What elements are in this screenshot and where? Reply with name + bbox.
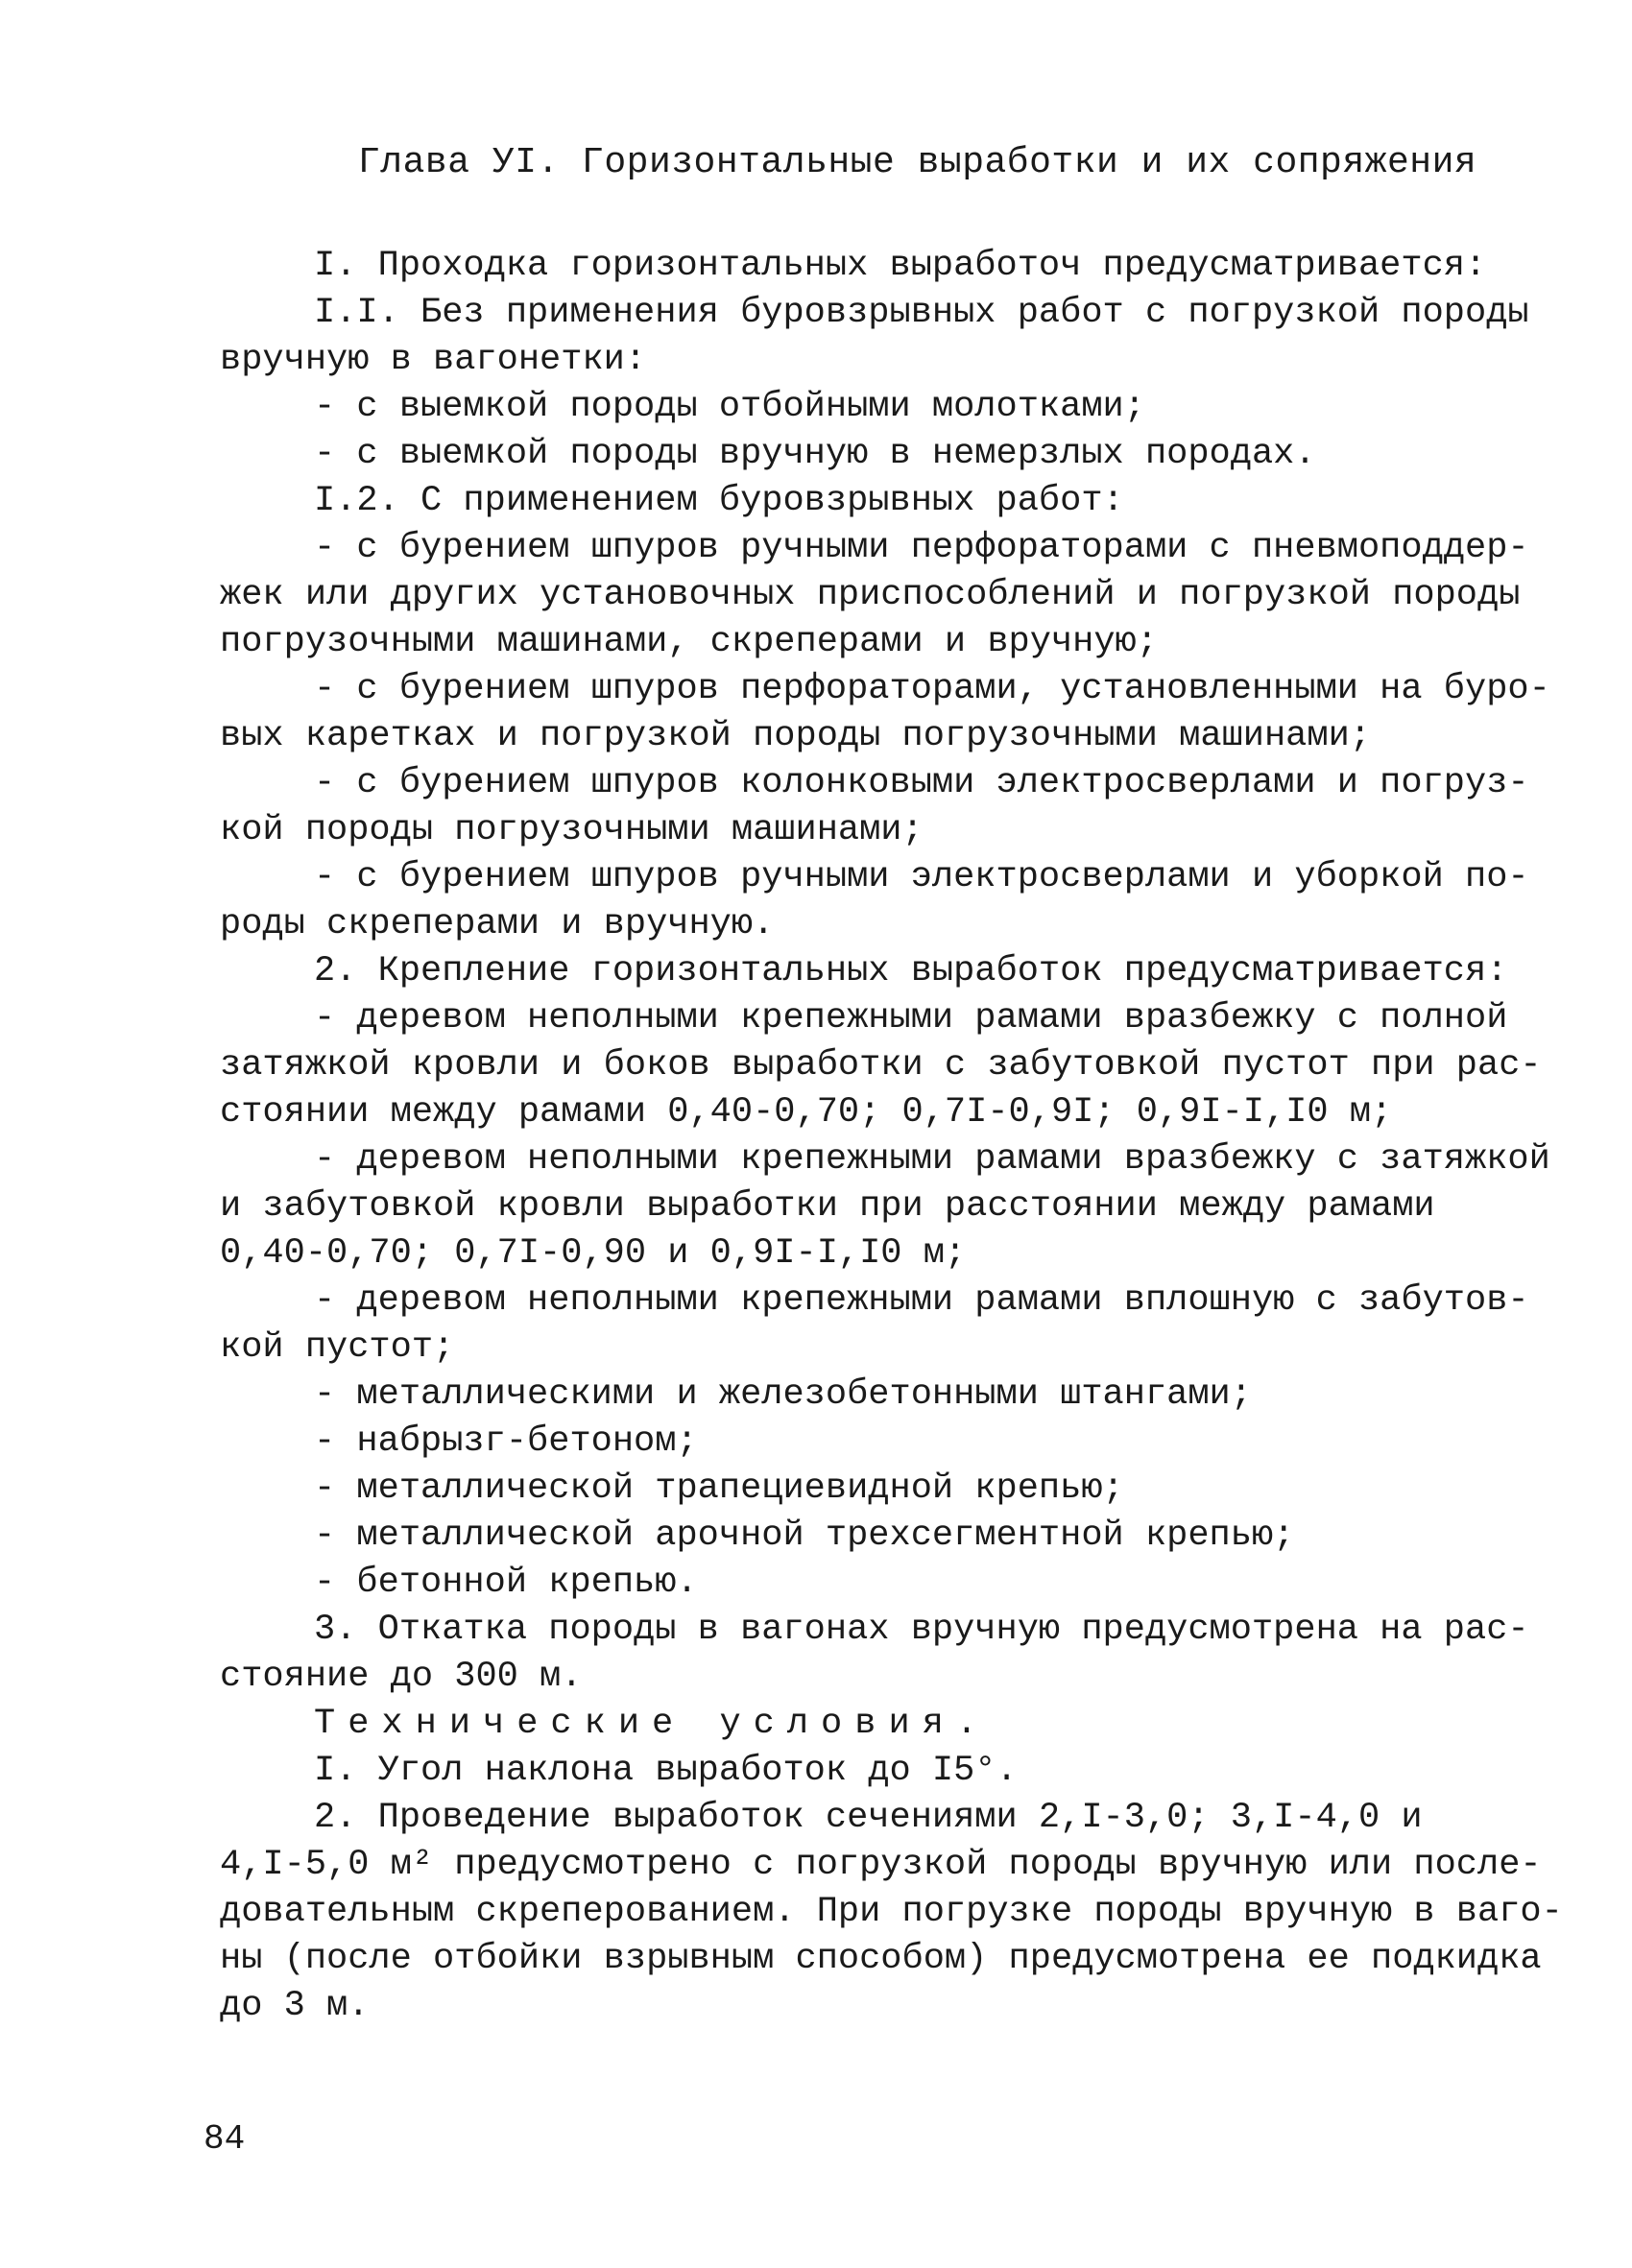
text-line: - деревом неполными крепежными рамами вразбежку с затяжкой [314, 1139, 1550, 1180]
section-heading: Технические условия. [314, 1704, 991, 1744]
text-line: - набрызг-бетоном; [314, 1421, 698, 1462]
text-line: жек или других установочных приспособлений и погрузкой породы [220, 575, 1521, 615]
text-line: довательным скреперованием. При погрузке породы вручную в ваго- [220, 1892, 1563, 1932]
text-line: погрузочными машинами, скреперами и вручную; [220, 622, 1158, 662]
text-line: - металлическими и железобетонными штангами; [314, 1374, 1252, 1415]
text-line: - металлической трапециевидной крепью; [314, 1468, 1124, 1509]
text-line: I. Угол наклона выработок до I5°. [314, 1751, 1018, 1791]
text-line: - с бурением шпуров колонковыми электросверлами и погруз- [314, 763, 1529, 803]
text-line: 2. Проведение выработок сечениями 2,I-3,0; 3,I-4,0 и [314, 1798, 1423, 1838]
text-line: 0,40-0,70; 0,7I-0,90 и 0,9I-I,I0 м; [220, 1233, 967, 1274]
text-line: кой породы погрузочными машинами; [220, 810, 924, 850]
text-line: вручную в вагонетки: [220, 340, 647, 380]
text-line: и забутовкой кровли выработки при расстоянии между рамами [220, 1186, 1435, 1227]
text-line: - деревом неполными крепежными рамами вплошную с забутов- [314, 1280, 1529, 1321]
text-line: - деревом неполными крепежными рамами вразбежку с полной [314, 998, 1508, 1039]
text-line: затяжкой кровли и боков выработки с забутовкой пустот при рас- [220, 1045, 1542, 1086]
chapter-title: Глава УI. Горизонтальные выработки и их сопряжения [358, 142, 1477, 183]
text-line: 3. Откатка породы в вагонах вручную предусмотрена на рас- [314, 1610, 1529, 1650]
text-line: стояние до 300 м. [220, 1657, 583, 1697]
text-line: ны (после отбойки взрывным способом) предусмотрена ее подкидка [220, 1939, 1542, 1979]
page-number: 84 [204, 2119, 246, 2159]
text-line: стоянии между рамами 0,40-0,70; 0,7I-0,9I; 0,9I-I,I0 м; [220, 1092, 1393, 1133]
text-line: кой пустот; [220, 1327, 455, 1368]
text-line: - с бурением шпуров ручными перфораторами с пневмоподдер- [314, 528, 1529, 568]
text-line: роды скреперами и вручную. [220, 904, 775, 944]
text-line: - металлической арочной трехсегментной крепью; [314, 1516, 1295, 1556]
text-line: 4,I-5,0 м² предусмотрено с погрузкой породы вручную или после- [220, 1845, 1542, 1885]
text-line: - с бурением шпуров ручными электросверлами и уборкой по- [314, 857, 1529, 897]
text-line: - с выемкой породы вручную в немерзлых породах. [314, 434, 1316, 474]
body-text [220, 243, 1563, 2030]
text-line: I.I. Без применения буровзрывных работ с погрузкой породы [314, 293, 1529, 333]
text-line: - с бурением шпуров перфораторами, установленными на буро- [314, 669, 1550, 709]
text-line: I.2. С применением буровзрывных работ: [314, 481, 1124, 521]
text-line: 2. Крепление горизонтальных выработок предусматривается: [314, 951, 1508, 991]
text-line: вых каретках и погрузкой породы погрузочными машинами; [220, 716, 1371, 756]
text-line: I. Проходка горизонтальных выработоч предусматривается: [314, 246, 1487, 286]
text-line: - бетонной крепью. [314, 1563, 698, 1603]
text-line: - с выемкой породы отбойными молотками; [314, 387, 1145, 427]
text-line: до 3 м. [220, 1986, 370, 2026]
